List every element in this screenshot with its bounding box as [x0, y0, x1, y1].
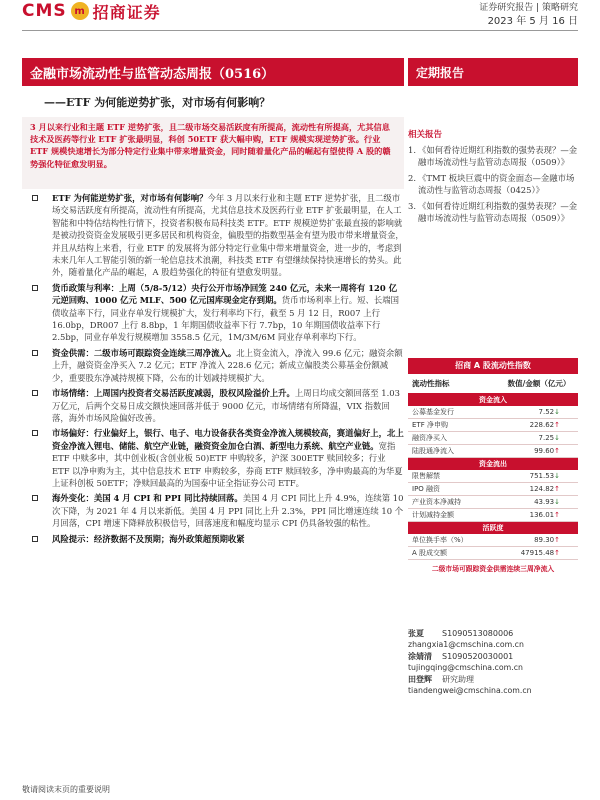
related-report-number: 3.	[408, 200, 416, 211]
table-cell-indicator: 公募基金发行	[412, 408, 454, 416]
table-cell-indicator: IPO 融资	[412, 485, 441, 493]
analyst-id: S1090513080006	[442, 629, 514, 638]
report-header	[0, 0, 600, 36]
report-date: 2023 年 5 月 16 日	[487, 16, 578, 27]
body-bullet-item	[22, 533, 404, 545]
table-cell-value	[500, 421, 578, 429]
body-bullet-item	[22, 347, 404, 384]
table-section-band: 资金流出	[408, 458, 578, 470]
table-title: 招商 A 股流动性指数	[408, 358, 578, 374]
table-value-text: 751.53	[529, 472, 555, 480]
arrow-up-icon: ↑	[554, 447, 560, 455]
bullet-text: 北上资金流入，净流入 99.6 亿元；融资余额上升，融资资金净买入 7.2 亿元；ETF 净流入 228.6 亿元；新成立偏股类公募基金份额减少，重要股东净减持规模下降，公布的计划减持规模扩大。	[52, 347, 403, 383]
table-value-text: 99.60	[534, 447, 555, 455]
related-report-title: 《TMT 板块巨震中的资金面态—金融市场流动性与监管动态周报（0425）》	[418, 172, 575, 196]
body-bullet-list	[22, 192, 404, 548]
square-bullet-icon	[32, 350, 38, 356]
arrow-up-icon: ↑	[554, 511, 560, 519]
logo-cms-text: CMS	[22, 1, 67, 21]
table-cell-indicator: 产业资本净减持	[412, 498, 461, 506]
square-bullet-icon	[32, 195, 38, 201]
arrow-up-icon: ↑	[554, 421, 560, 429]
square-bullet-icon	[32, 536, 38, 542]
table-cell-value	[500, 536, 578, 544]
page-footer-note: 敬请阅读末页的重要说明	[22, 785, 110, 794]
bullet-text: 上周日均成交额回落至 1.03 万亿元，后两个交易日成交额快速回落并低于 9000 亿元，市场情绪有所降温，VIX 指数回落，海外市场风险偏好改善。	[52, 388, 400, 423]
table-row	[408, 483, 578, 496]
body-bullet-item	[22, 492, 404, 529]
table-cell-value	[500, 511, 578, 519]
related-report-number: 1.	[408, 145, 416, 155]
arrow-down-icon: ↓	[554, 472, 560, 480]
report-subtitle: ——ETF 为何能逆势扩张，对市场有何影响？	[44, 96, 271, 109]
analyst-block	[408, 628, 578, 697]
table-cell-value	[500, 408, 578, 416]
table-cell-indicator: ETF 净申购	[412, 421, 448, 429]
bullet-text: 美国 4 月 CPI 同比上升 4.9%，连续第 10 次下降，为 2021 年 4 月以来新低。美国 4 月 PPI 同比上升 2.3%，PPI 同比增速连续 10 个月回落，CPI 增速下降释放积极信号，回落速度和幅度均显示 CPI 仍具备较强的粘性。	[52, 493, 404, 529]
table-value-text: 124.82	[529, 485, 555, 493]
related-reports-heading: 相关报告	[408, 130, 443, 140]
arrow-up-icon: ↑	[554, 485, 560, 493]
analyst-row	[408, 674, 578, 686]
analyst-id: S1090520030001	[442, 652, 514, 661]
header-divider	[22, 30, 578, 31]
analyst-name: 田登辉	[408, 675, 432, 684]
table-cell-indicator: 陆股通净流入	[412, 447, 454, 455]
table-cell-indicator: 计划减持金额	[412, 511, 454, 519]
table-section-band: 活跃度	[408, 522, 578, 534]
bullet-lead: 风险提示：经济数据不及预期；海外政策超预期收紧	[52, 533, 245, 544]
square-bullet-icon	[32, 285, 38, 291]
bullet-text: 货币市场利率上行。短、长端国债收益率下行，同业存单发行规模扩大，发行利率均下行，截至 5 月 12 日，R007 上行 16.0bp，DR007 上行 8.8bp，1 年期国债收益率下行 7.7bp，10 年期国债收益率下行 2.5bp，同业存单发行规模增加 3558.5 亿元，1M/3M/6M 同业存单利率均下行。	[52, 295, 400, 343]
report-category-bar	[408, 58, 578, 86]
table-cell-value	[500, 549, 578, 557]
table-section-band: 资金流入	[408, 394, 578, 406]
analyst-name: 张夏	[408, 629, 424, 638]
analyst-email-link[interactable]: tujingqing@cmschina.com.cn	[408, 663, 523, 672]
analyst-id: 研究助理	[442, 675, 474, 684]
table-col-indicator: 流动性指标	[412, 379, 450, 388]
report-type: 证券研究报告 | 策略研究	[479, 3, 578, 13]
bullet-lead: 市场偏好：行业偏好上，银行、电子、电力设备获各类资金净流入规模较高，赛道偏好上，北上资金净流入锂电、储能、航空产业链，融资资金加仓白酒、新型电力系统、航空产业链。	[52, 428, 404, 451]
related-report-number: 2.	[408, 172, 416, 183]
table-cell-value	[500, 498, 578, 506]
table-cell-value	[500, 434, 578, 442]
bullet-lead: ETF 为何能逆势扩张，对市场有何影响？	[52, 193, 208, 203]
body-bullet-item	[22, 427, 404, 489]
square-bullet-icon	[32, 430, 38, 436]
report-category-label: 定期报告	[416, 65, 465, 80]
square-bullet-icon	[32, 390, 38, 396]
analyst-row	[408, 651, 578, 663]
related-report-link[interactable]	[408, 144, 578, 169]
analyst-email-link[interactable]: tiandengwei@cmschina.com.cn	[408, 686, 532, 695]
table-footnote: 二级市场可跟踪资金供需连续三周净流入	[431, 565, 555, 573]
bullet-lead: 资金供需：二级市场可跟踪资金连续三周净流入。	[52, 347, 237, 358]
table-cell-value	[500, 472, 578, 480]
table-col-value: 数值/金额（亿元）	[507, 379, 571, 388]
table-value-text: 43.93	[534, 498, 555, 506]
square-bullet-icon	[32, 495, 38, 501]
table-cell-value	[500, 485, 578, 493]
table-row	[408, 509, 578, 522]
table-row	[408, 419, 578, 432]
body-bullet-item	[22, 387, 404, 424]
table-row	[408, 406, 578, 419]
table-cell-indicator: 单位换手率（%）	[412, 536, 468, 544]
arrow-down-icon: ↓	[554, 434, 560, 442]
table-row	[408, 547, 578, 560]
related-reports	[408, 128, 578, 308]
summary-box: 3 月以来行业和主题 ETF 逆势扩张，且二级市场交易活跃度有所提高，流动性有所提高，尤其信息技术及医药等行业 ETF 扩张最明显，科创 50ETF 获大幅申购，ETF 规模实现逆势扩张。行业 ETF 规模快速增长为部分特定行业集中带来增量资金，同时随着量化产品的崛起有望使得 A 股的赣势强化特征愈发明显。	[22, 117, 404, 189]
arrow-up-icon: ↑	[554, 549, 560, 557]
title-bar	[22, 58, 404, 86]
table-value-text: 89.30	[534, 536, 555, 544]
table-value-text: 136.01	[529, 511, 555, 519]
bullet-lead: 货币政策与利率：上周（5/8-5/12）央行公开市场净回笼 240 亿元，未来一周将有 120 亿元逆回购、1000 亿元 MLF、500 亿元国库现金定存到期。	[52, 282, 397, 306]
table-cell-indicator: A 股成交额	[412, 549, 448, 557]
analyst-email-link[interactable]: zhangxia1@cmschina.com.cn	[408, 640, 524, 649]
analyst-name: 涂婧清	[408, 652, 432, 661]
liquidity-index-table	[408, 358, 578, 573]
related-report-link[interactable]	[408, 200, 578, 225]
table-row	[408, 445, 578, 458]
table-cell-indicator: 融资净买入	[412, 434, 447, 442]
table-cell-indicator: 限售解禁	[412, 472, 440, 480]
related-report-title: 《如何看待近期红利指数的强势表现？—金融市场流动性与监管动态周报（0509）》	[418, 145, 578, 168]
bullet-text: 宽指 ETF 中赎多申，其中创业板(含创业板 50)ETF 申购较多，沪深 300ETF 赎回较多；行业 ETF 以净申购为主，其中信息技术 ETF 申购较多，券商 ETF 赎回较多，净申购最高的为华夏上证科创板 50ETF；净赎回最高的为国泰中证全指证券公司 ETF。	[52, 440, 403, 488]
company-logo	[22, 0, 161, 22]
bullet-text: 今年 3 月以来行业和主题 ETF 逆势扩张，且二级市场交易活跃度有所提高，流动性有所提高，尤其信息技术及医药行业 ETF 扩张最明显，在人工智能和中特估结构性行情下，投资者积极布局科技类 ETF。ETF 规模逆势扩张最直接的影响就是被动投资资金发展吸引更多居民和机构资金，偏股型的指数型基金有望为股市带来增量资金，并且从结构上来看，行业 ETF 的发展将为部分特定行业集中带来增量资金，进一步的，考虑到未来几年人工智能引领的新一轮信息技术浪潮，科技类 ETF 有望继续保持快速增长的势头。此外，随着量化产品的崛起，A 股趋势强化的特征有望愈发明显。	[52, 193, 404, 278]
related-report-link[interactable]	[408, 172, 578, 197]
table-value-text: 7.52	[538, 408, 555, 416]
table-value-text: 228.62	[529, 421, 555, 429]
table-row	[408, 534, 578, 547]
table-row	[408, 470, 578, 483]
arrow-down-icon: ↓	[554, 408, 560, 416]
table-row	[408, 432, 578, 445]
table-cell-value	[500, 447, 578, 455]
analyst-row	[408, 628, 578, 640]
arrow-down-icon: ↓	[554, 498, 560, 506]
logo-cn-text: 招商证券	[92, 2, 161, 22]
body-bullet-item	[22, 192, 404, 279]
bullet-lead: 海外变化：美国 4 月 CPI 和 PPI 同比持续回落。	[52, 493, 243, 504]
table-value-text: 47915.48	[520, 549, 555, 557]
report-title: 金融市场流动性与监管动态周报（0516）	[30, 66, 275, 82]
body-bullet-item	[22, 282, 404, 344]
table-header-row	[408, 374, 578, 394]
table-row	[408, 496, 578, 509]
arrow-up-icon: ↑	[554, 536, 560, 544]
logo-badge-icon: m	[71, 2, 89, 20]
related-report-title: 《如何看待近期红利指数的强势表现？—金融市场流动性与监管动态周报（0509）》	[418, 200, 578, 224]
table-value-text: 7.25	[538, 434, 555, 442]
bullet-lead: 市场情绪：上周国内投资者交易活跃度减弱，股权风险溢价上升。	[52, 388, 295, 399]
